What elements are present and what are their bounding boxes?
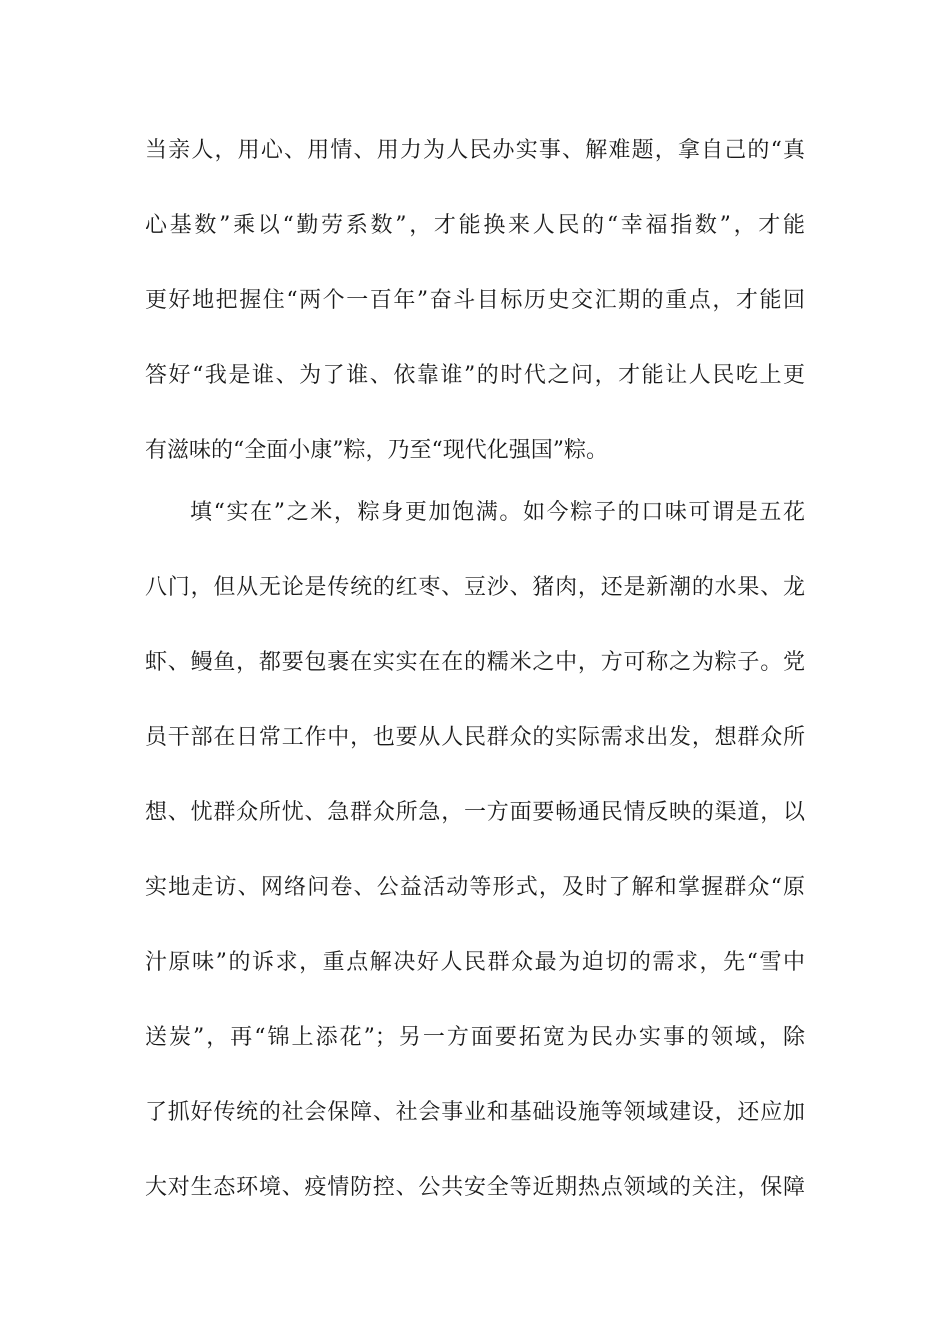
text-line: 答好“我是谁、为了谁、依靠谁”的时代之问，才能让人民吃上更 [145,363,805,388]
text-line: 当亲人，用心、用情、用力为人民办实事、解难题，拿自己的“真 [145,138,805,163]
text-line: 心基数”乘以“勤劳系数”，才能换来人民的“幸福指数”，才能 [145,213,805,238]
text-line: 更好地把握住“两个一百年”奋斗目标历史交汇期的重点，才能回 [145,288,805,313]
text-line: 大对生态环境、疫情防控、公共安全等近期热点领域的关注，保障 [145,1175,805,1200]
text-line: 汁原味”的诉求，重点解决好人民群众最为迫切的需求，先“雪中 [145,950,805,975]
paragraph-first-line: 填“实在”之米，粽身更加饱满。如今粽子的口味可谓是五花 [190,500,805,525]
text-line: 员干部在日常工作中，也要从人民群众的实际需求出发，想群众所 [145,725,805,750]
text-line: 送炭”，再“锦上添花”；另一方面要拓宽为民办实事的领域，除 [145,1025,805,1050]
text-line: 想、忧群众所忧、急群众所急，一方面要畅通民情反映的渠道，以 [145,800,805,825]
paragraph-end-line: 有滋味的“全面小康”粽，乃至“现代化强国”粽。 [145,438,608,463]
text-line: 八门，但从无论是传统的红枣、豆沙、猪肉，还是新潮的水果、龙 [145,575,805,600]
text-line: 了抓好传统的社会保障、社会事业和基础设施等领域建设，还应加 [145,1100,805,1125]
text-line: 实地走访、网络问卷、公益活动等形式，及时了解和掌握群众“原 [145,875,805,900]
text-line: 虾、鳗鱼，都要包裹在实实在在的糯米之中，方可称之为粽子。党 [145,650,805,675]
